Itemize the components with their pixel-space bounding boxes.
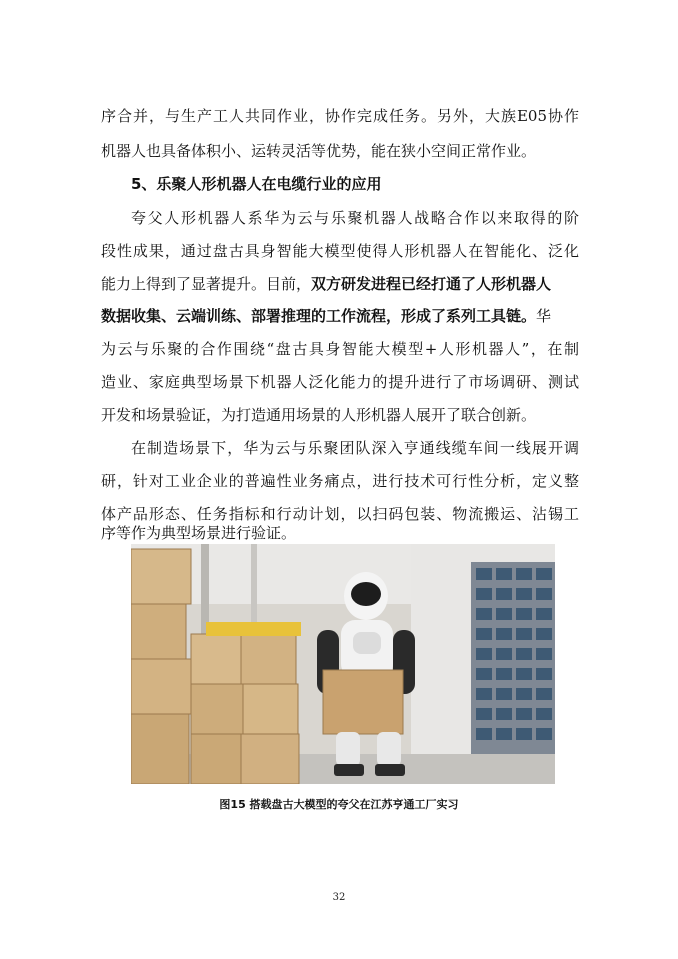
p2-line-6: 造业、家庭典型场景下机器人泛化能力的提升进行了市场调研、测试 <box>101 373 579 391</box>
page-number: 32 <box>332 892 346 903</box>
p2-line-5: 为云与乐聚的合作围绕“盘古具身智能大模型+人形机器人”，在制 <box>101 340 579 358</box>
factory-robot-photo <box>131 544 555 784</box>
p2-line-4-normal: 华 <box>536 307 552 325</box>
p2-line-3 <box>101 274 579 294</box>
p2-line-7: 开发和场景验证，为打造通用场景的人形机器人展开了联合创新。 <box>101 406 537 424</box>
section-heading: 5、乐聚人形机器人在电缆行业的应用 <box>131 175 382 193</box>
figure-caption: 图15 搭载盘古大模型的夸父在江苏亨通工厂实习 <box>219 798 459 811</box>
p3-line-3: 体产品形态、任务指标和行动计划，以扫码包装、物流搬运、沾锡工 <box>101 505 579 523</box>
p2-line-4-bold: 数据收集、云端训练、部署推理的工作流程，形成了系列工具链。 <box>101 307 537 325</box>
p1-line-2: 机器人也具备体积小、运转灵活等优势，能在狭小空间正常作业。 <box>101 142 537 160</box>
p3-line-1: 在制造场景下，华为云与乐聚团队深入亨通线缆车间一线展开调 <box>131 439 579 457</box>
p3-line-4: 序等作为典型场景进行验证。 <box>101 524 297 542</box>
p2-line-2: 段性成果，通过盘古具身智能大模型使得人形机器人在智能化、泛化 <box>101 242 579 260</box>
p2-line-3-normal: 能力上得到了显著提升。目前， <box>101 275 312 293</box>
robot-carrying-box-illustration <box>131 544 555 784</box>
p2-line-3-bold: 双方研发进程已经打通了人形机器人 <box>311 275 552 293</box>
p2-line-1: 夸父人形机器人系华为云与乐聚机器人战略合作以来取得的阶 <box>131 209 579 227</box>
p3-line-2: 研，针对工业企业的普遍性业务痛点，进行技术可行性分析，定义整 <box>101 472 579 490</box>
p2-line-4 <box>101 306 579 326</box>
p1-line-1: 序合并，与生产工人共同作业，协作完成任务。另外，大族E05协作 <box>101 107 579 125</box>
